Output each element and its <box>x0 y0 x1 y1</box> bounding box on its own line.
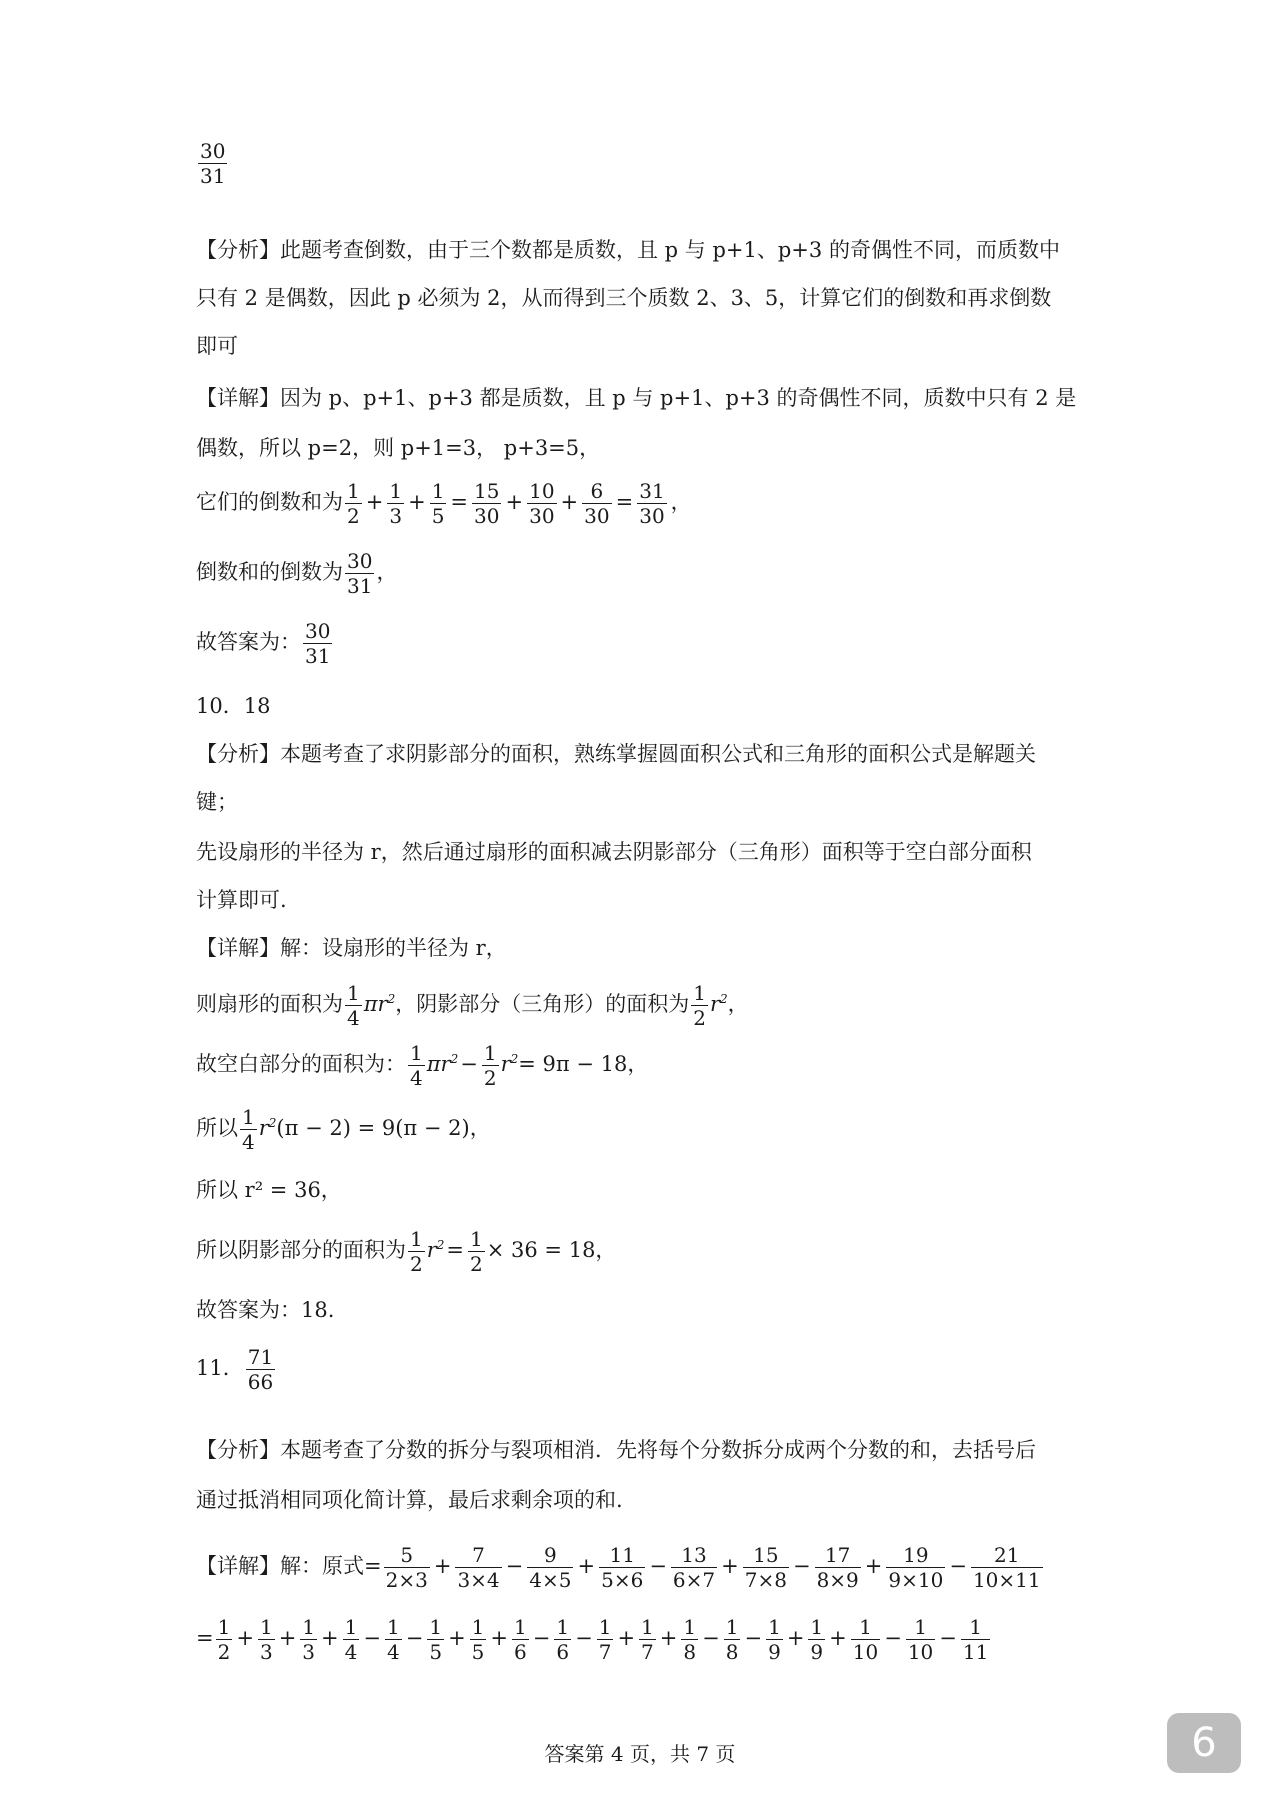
fraction-denominator: 31 <box>347 574 373 598</box>
fraction-denominator: 2×3 <box>385 1568 428 1592</box>
fraction-term <box>430 480 447 527</box>
operator: + <box>490 1626 509 1650</box>
r-squared: $r^2$ <box>500 1052 519 1076</box>
q11-detail-line <box>196 1544 1045 1591</box>
fraction-term <box>597 1616 614 1663</box>
fraction-term <box>724 1616 741 1663</box>
fraction-numerator: 1 <box>810 1615 824 1639</box>
fraction-numerator: 1 <box>768 1615 781 1639</box>
operator: + <box>786 1626 805 1650</box>
q9-answer <box>196 620 334 667</box>
fraction-term <box>766 1616 783 1663</box>
operator: − <box>363 1626 381 1650</box>
fraction-denominator: 31 <box>305 644 331 668</box>
fraction-numerator: 1 <box>471 1615 485 1639</box>
recip-prefix: 倒数和的倒数为 <box>196 560 343 584</box>
recip-suffix: ， <box>376 560 398 584</box>
q10-analysis-line-4: 计算即可. <box>196 888 287 912</box>
q10-heading: 10．18 <box>196 694 271 718</box>
operator: + <box>659 1626 678 1650</box>
q11-analysis-line-1: 【分析】本题考查了分数的拆分与裂项相消．先将每个分数拆分成两个分数的和，去括号后 <box>196 1438 1036 1462</box>
q9-analysis-line-1: 【分析】此题考查倒数，由于三个数都是质数，且 p 与 p+1、p+3 的奇偶性不同，而质数中 <box>196 238 1060 262</box>
operator: − <box>792 1554 811 1578</box>
fraction-denominator: 8 <box>725 1640 739 1664</box>
fraction-denominator: 3×4 <box>457 1568 500 1592</box>
q9-detail-line-2: 偶数，所以 p=2，则 p+1=3， p+3=5， <box>196 436 601 460</box>
pi-r-squared: $\pi r^2$ <box>426 1052 459 1076</box>
equals-sign: = <box>196 1626 214 1650</box>
fraction-denominator: 7 <box>641 1640 654 1664</box>
fraction-denominator: 10×11 <box>972 1568 1041 1592</box>
fraction-term <box>671 1544 717 1591</box>
blank-tail: = 9π − 18， <box>518 1052 649 1076</box>
fraction-term <box>343 1616 360 1663</box>
fraction-denominator: 30 <box>584 504 610 528</box>
fraction-term <box>681 1616 698 1663</box>
fraction-numerator: 1 <box>429 1615 443 1639</box>
operator: + <box>408 490 426 514</box>
fraction-numerator: 17 <box>815 1544 861 1568</box>
q11-heading <box>196 1346 277 1393</box>
r-squared: $r^2$ <box>709 992 728 1016</box>
fraction-denominator: 3 <box>389 504 403 528</box>
so-prefix: 所以 <box>196 1116 238 1140</box>
fraction-denominator: 6×7 <box>672 1568 716 1592</box>
fraction-term <box>300 1616 317 1663</box>
q11-answer-fraction <box>246 1346 275 1393</box>
fraction-denominator: 7×8 <box>744 1568 787 1592</box>
fraction-term <box>808 1616 825 1663</box>
fraction-denominator: 10 <box>852 1640 879 1664</box>
fraction-numerator: 71 <box>247 1345 274 1369</box>
fraction-denominator: 4 <box>344 1640 358 1664</box>
fraction-numerator: 6 <box>582 480 611 504</box>
page-number-badge: 6 <box>1167 1713 1241 1773</box>
fraction-numerator: 9 <box>527 1544 573 1568</box>
fraction-numerator: 30 <box>347 549 373 573</box>
fraction-denominator: 9 <box>810 1640 824 1664</box>
fraction-denominator: 9 <box>768 1640 781 1664</box>
operator: − <box>405 1626 424 1650</box>
q9-reciprocal-of-sum <box>196 550 397 597</box>
fraction-denominator: 4 <box>242 1130 255 1154</box>
equals-sign: = <box>446 1238 465 1262</box>
fraction-term <box>427 1616 444 1663</box>
operator: ， <box>670 490 692 514</box>
fraction-numerator: 1 <box>386 1615 400 1639</box>
q10-detail-intro: 【详解】解：设扇形的半径为 r， <box>196 936 507 960</box>
fraction-numerator: 15 <box>474 479 500 503</box>
fraction-denominator: 3 <box>259 1640 273 1664</box>
q11-expansion-line <box>196 1616 992 1663</box>
fraction-numerator: 10 <box>529 479 555 503</box>
top-answer-fraction <box>198 140 227 187</box>
fraction-numerator: 1 <box>514 1615 527 1639</box>
quarter-fraction <box>240 1106 257 1153</box>
fraction-numerator: 1 <box>693 981 706 1005</box>
operator: + <box>560 490 579 514</box>
fraction-numerator: 1 <box>302 1615 316 1639</box>
fraction-term <box>470 1616 487 1663</box>
fraction-term <box>385 1616 402 1663</box>
fraction-denominator: 2 <box>410 1252 423 1276</box>
blank-prefix: 故空白部分的面积为： <box>196 1052 406 1076</box>
operator: + <box>721 1554 739 1578</box>
half-fraction <box>691 982 708 1029</box>
fraction-denominator: 9×10 <box>888 1568 944 1592</box>
fraction-term <box>554 1616 571 1663</box>
fraction-numerator: 31 <box>639 479 665 503</box>
fraction-numerator: 1 <box>725 1615 739 1639</box>
fraction-term <box>472 480 501 527</box>
fraction-numerator: 1 <box>389 479 403 503</box>
fraction-denominator: 4×5 <box>529 1568 572 1592</box>
q9-analysis-line-3: 即可 <box>196 334 238 358</box>
operator: − <box>575 1626 593 1650</box>
fraction-term <box>637 480 666 527</box>
fraction-numerator: 30 <box>305 619 331 643</box>
fraction-term <box>345 480 362 527</box>
expanded-expression <box>214 1615 993 1664</box>
fraction-denominator: 2 <box>470 1252 483 1276</box>
fraction-denominator: 7 <box>598 1640 612 1664</box>
fraction-denominator: 2 <box>347 504 360 528</box>
fraction-denominator: 4 <box>410 1066 423 1090</box>
operator: − <box>505 1554 524 1578</box>
fraction-numerator: 1 <box>242 1105 255 1129</box>
fraction-denominator: 66 <box>247 1370 274 1394</box>
page-footer: 答案第 4 页，共 7 页 <box>544 1742 736 1766</box>
fraction-numerator: 1 <box>961 1616 990 1640</box>
operator: − <box>949 1554 967 1578</box>
fraction-denominator: 31 <box>200 164 226 188</box>
operator: − <box>939 1626 957 1650</box>
fraction-term <box>258 1616 275 1663</box>
shadow-tail: × 36 = 18， <box>486 1238 617 1262</box>
fraction-denominator: 4 <box>386 1640 400 1664</box>
fraction-numerator: 1 <box>410 1041 423 1065</box>
area-prefix: 则扇形的面积为 <box>196 992 343 1016</box>
fraction-denominator: 2 <box>483 1066 497 1090</box>
fraction-denominator: 30 <box>474 504 500 528</box>
fraction-denominator: 2 <box>217 1640 231 1664</box>
fraction-term <box>743 1544 789 1591</box>
fraction-term <box>582 480 611 527</box>
fraction-term <box>815 1544 861 1591</box>
fraction-numerator: 1 <box>470 1227 483 1251</box>
fraction-numerator: 1 <box>344 1615 358 1639</box>
operator: + <box>433 1554 452 1578</box>
fraction-numerator: 1 <box>410 1227 423 1251</box>
fraction-denominator: 30 <box>529 504 555 528</box>
q10-so-line-2: 所以 r² = 36， <box>196 1178 342 1202</box>
fraction-denominator: 6 <box>556 1640 570 1664</box>
fraction-denominator: 5×6 <box>601 1568 644 1592</box>
q10-blank-area-line <box>196 1042 648 1089</box>
fraction-denominator: 2 <box>693 1006 706 1030</box>
fraction-numerator: 1 <box>906 1616 935 1640</box>
top-answer <box>196 140 229 187</box>
q10-shadow-area-line <box>196 1228 616 1275</box>
answer-prefix: 故答案为： <box>196 630 301 654</box>
fraction-numerator: 1 <box>259 1615 273 1639</box>
fraction-denominator: 10 <box>907 1640 934 1664</box>
fraction-numerator: 1 <box>347 479 360 503</box>
answer-fraction <box>303 620 332 667</box>
q9-detail-line-1: 【详解】因为 p、p+1、p+3 都是质数，且 p 与 p+1、p+3 的奇偶性不同，质数中只有 2 是 <box>196 386 1077 410</box>
fraction-denominator: 8×9 <box>816 1568 859 1592</box>
fraction-denominator: 30 <box>639 504 665 528</box>
fraction-term <box>512 1616 529 1663</box>
fraction-denominator: 5 <box>431 504 445 528</box>
half-fraction <box>408 1228 425 1275</box>
q10-analysis-line-1: 【分析】本题考查了求阴影部分的面积，熟练掌握圆面积公式和三角形的面积公式是解题关 <box>196 742 1036 766</box>
q10-area-line <box>196 982 749 1029</box>
operator: − <box>744 1626 763 1650</box>
operator: = <box>450 490 469 514</box>
q9-analysis-line-2: 只有 2 是偶数，因此 p 必须为 2，从而得到三个质数 2、3、5，计算它们的倒数和再求倒数 <box>196 286 1052 310</box>
fraction-denominator: 5 <box>471 1640 485 1664</box>
sum-expression <box>343 479 694 528</box>
operator: + <box>864 1554 883 1578</box>
fraction-term <box>961 1616 990 1663</box>
pi-r-squared: $\pi r^2$ <box>363 992 396 1016</box>
fraction-denominator: 8 <box>683 1640 697 1664</box>
fraction-term <box>527 1544 573 1591</box>
fraction-term <box>455 1544 501 1591</box>
fraction-numerator: 15 <box>743 1544 789 1568</box>
operator: = <box>615 490 634 514</box>
fraction-denominator: 11 <box>962 1640 989 1664</box>
fraction-term <box>639 1616 656 1663</box>
fraction-denominator: 6 <box>514 1640 527 1664</box>
sum-prefix: 它们的倒数和为 <box>196 490 343 514</box>
operator: + <box>278 1626 297 1650</box>
quarter-fraction <box>345 982 362 1029</box>
fraction-numerator: 1 <box>556 1615 570 1639</box>
operator: − <box>532 1626 551 1650</box>
fraction-denominator: 4 <box>347 1006 360 1030</box>
q9-reciprocal-sum <box>196 480 694 527</box>
fraction-term <box>384 1544 430 1591</box>
fraction-term <box>387 480 404 527</box>
fraction-numerator: 11 <box>599 1544 645 1568</box>
fraction-numerator: 1 <box>483 1041 497 1065</box>
operator: + <box>505 490 524 514</box>
operator: + <box>236 1626 254 1650</box>
half-fraction <box>482 1042 499 1089</box>
fraction-denominator: 5 <box>429 1640 443 1664</box>
fraction-numerator: 5 <box>384 1544 430 1568</box>
half-fraction <box>468 1228 485 1275</box>
fraction-denominator: 3 <box>302 1640 316 1664</box>
fraction-term <box>906 1616 935 1663</box>
operator: − <box>884 1626 902 1650</box>
fraction-term <box>527 480 556 527</box>
area-mid: ，阴影部分（三角形）的面积为 <box>395 992 690 1016</box>
fraction-numerator: 13 <box>671 1544 717 1568</box>
so-tail: (π − 2) = 9(π − 2)， <box>276 1116 491 1140</box>
fraction-numerator: 1 <box>641 1615 654 1639</box>
operator: + <box>448 1626 466 1650</box>
fraction-term <box>971 1544 1043 1591</box>
fraction-numerator: 1 <box>851 1616 880 1640</box>
quarter-fraction <box>408 1042 425 1089</box>
minus-sign: − <box>460 1052 478 1076</box>
operator: + <box>617 1626 636 1650</box>
fraction-numerator: 30 <box>200 139 226 163</box>
operator: − <box>649 1554 667 1578</box>
detail-prefix: 【详解】解：原式= <box>196 1554 382 1578</box>
operator: + <box>321 1626 339 1650</box>
shadow-prefix: 所以阴影部分的面积为 <box>196 1238 406 1262</box>
operator: − <box>702 1626 720 1650</box>
area-suffix: ， <box>727 992 749 1016</box>
fraction-numerator: 21 <box>971 1544 1043 1568</box>
fraction-numerator: 1 <box>431 479 445 503</box>
r-squared: $r^2$ <box>258 1116 277 1140</box>
fraction-numerator: 1 <box>683 1615 697 1639</box>
q10-analysis-line-2: 键； <box>196 790 238 814</box>
fraction-numerator: 19 <box>886 1544 945 1568</box>
q10-answer: 故答案为：18. <box>196 1298 335 1322</box>
operator: + <box>365 490 384 514</box>
operator: + <box>829 1626 847 1650</box>
fraction-term <box>851 1616 880 1663</box>
q10-so-line-1 <box>196 1106 491 1153</box>
q11-analysis-line-2: 通过抵消相同项化简计算，最后求剩余项的和. <box>196 1488 623 1512</box>
q10-analysis-line-3: 先设扇形的半径为 r，然后通过扇形的面积减去阴影部分（三角形）面积等于空白部分面积 <box>196 840 1032 864</box>
fraction-numerator: 1 <box>598 1615 612 1639</box>
fraction-term <box>599 1544 645 1591</box>
fraction-numerator: 1 <box>217 1615 231 1639</box>
recip-fraction <box>345 550 374 597</box>
fraction-term <box>216 1616 233 1663</box>
fraction-term <box>886 1544 945 1591</box>
q11-number: 11． <box>196 1356 244 1380</box>
fraction-numerator: 1 <box>347 981 360 1005</box>
operator: + <box>577 1554 596 1578</box>
r-squared: $r^2$ <box>426 1238 445 1262</box>
fraction-numerator: 7 <box>455 1544 501 1568</box>
